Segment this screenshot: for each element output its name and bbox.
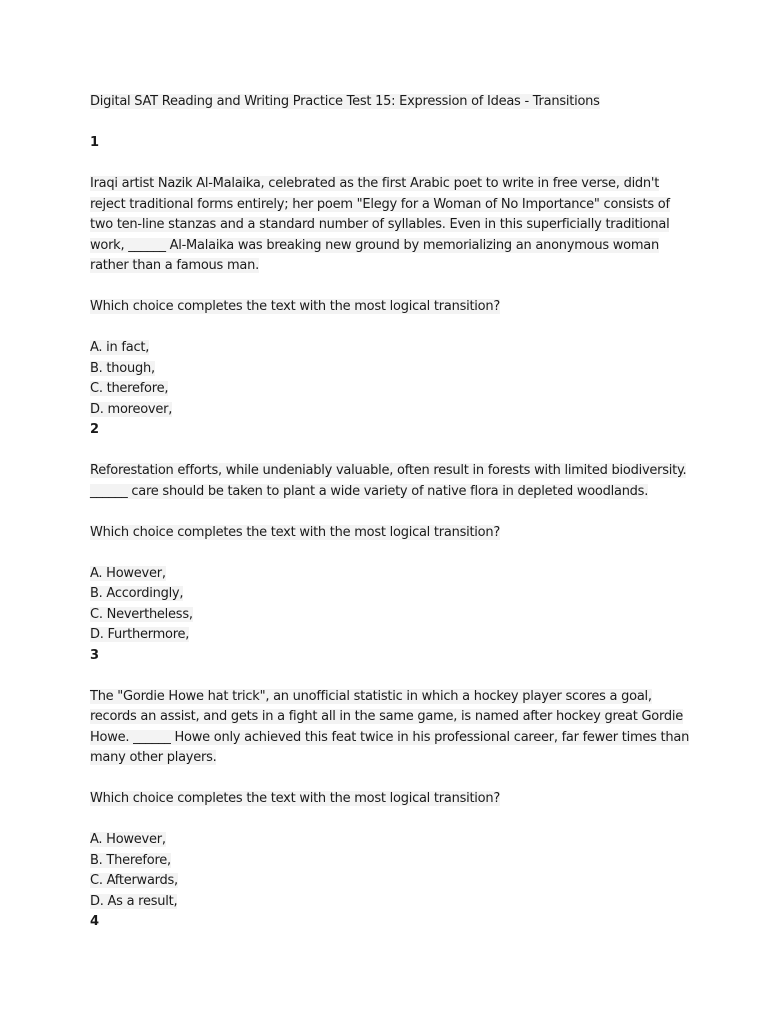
question-number: 1 bbox=[90, 135, 99, 150]
choice-text: D. As a result, bbox=[90, 893, 178, 909]
question-prompt bbox=[90, 789, 690, 810]
choice-d bbox=[90, 625, 690, 646]
choice-text: C. Afterwards, bbox=[90, 873, 178, 888]
choice-text: C. therefore, bbox=[90, 381, 169, 396]
choice-text: A. in fact, bbox=[90, 340, 150, 355]
question-3 bbox=[90, 646, 690, 913]
choice-c bbox=[90, 871, 690, 892]
answer-choices bbox=[90, 564, 690, 646]
choice-b bbox=[90, 584, 690, 605]
question-prompt bbox=[90, 523, 690, 544]
choice-a bbox=[90, 564, 690, 585]
choice-b bbox=[90, 851, 690, 872]
question-4 bbox=[90, 912, 690, 933]
prompt-text: Which choice completes the text with the most logical transition? bbox=[90, 791, 501, 806]
question-number: 4 bbox=[90, 914, 99, 929]
choice-text: C. Nevertheless, bbox=[90, 606, 193, 622]
choice-d bbox=[90, 400, 690, 421]
question-number: 2 bbox=[90, 422, 99, 437]
passage-text: The "Gordie Howe hat trick", an unofficial statistic in which a hockey player scores a goal, records an assist, and gets in a fight all in the same game, is named after hockey great Gordie Howe. ______ Howe only achieved this feat twice in his professional career, far fewer times than many other players. bbox=[90, 688, 690, 765]
choice-text: B. Accordingly, bbox=[90, 586, 184, 601]
prompt-text: Which choice completes the text with the most logical transition? bbox=[90, 299, 501, 314]
question-number: 3 bbox=[90, 647, 99, 663]
choice-text: A. However, bbox=[90, 832, 166, 847]
choice-text: D. Furthermore, bbox=[90, 627, 190, 642]
question-passage bbox=[90, 461, 690, 502]
choice-c bbox=[90, 605, 690, 626]
choice-text: B. though, bbox=[90, 360, 155, 376]
choice-text: A. However, bbox=[90, 565, 166, 581]
document-title bbox=[90, 92, 690, 113]
question-prompt bbox=[90, 297, 690, 318]
choice-d bbox=[90, 892, 690, 913]
passage-text: Iraqi artist Nazik Al-Malaika, celebrated as the first Arabic poet to write in free verse, didn't reject traditional forms entirely; her poem "Elegy for a Woman of No Importance" consists of two ten-line stanzas and a standard number of syllables. Even in this superficially traditional work, ______ Al-Malaika was breaking new ground by memorializing an anonymous woman rather than a famous man. bbox=[90, 176, 670, 273]
choice-text: B. Therefore, bbox=[90, 852, 171, 868]
choice-text: D. moreover, bbox=[90, 401, 173, 417]
choice-a bbox=[90, 830, 690, 851]
choice-b bbox=[90, 359, 690, 380]
question-1 bbox=[90, 133, 690, 420]
choice-a bbox=[90, 338, 690, 359]
document-body bbox=[90, 92, 690, 933]
title-text: Digital SAT Reading and Writing Practice Test 15: Expression of Ideas - Transitions bbox=[90, 94, 600, 109]
question-passage bbox=[90, 174, 690, 277]
question-passage bbox=[90, 687, 690, 769]
question-2 bbox=[90, 420, 690, 646]
answer-choices bbox=[90, 338, 690, 420]
choice-c bbox=[90, 379, 690, 400]
passage-text: Reforestation efforts, while undeniably valuable, often result in forests with limited biodiversity. ______ care should be taken to plant a wide variety of native flora in depleted woodlands. bbox=[90, 463, 687, 499]
answer-choices bbox=[90, 830, 690, 912]
prompt-text: Which choice completes the text with the most logical transition? bbox=[90, 524, 501, 540]
